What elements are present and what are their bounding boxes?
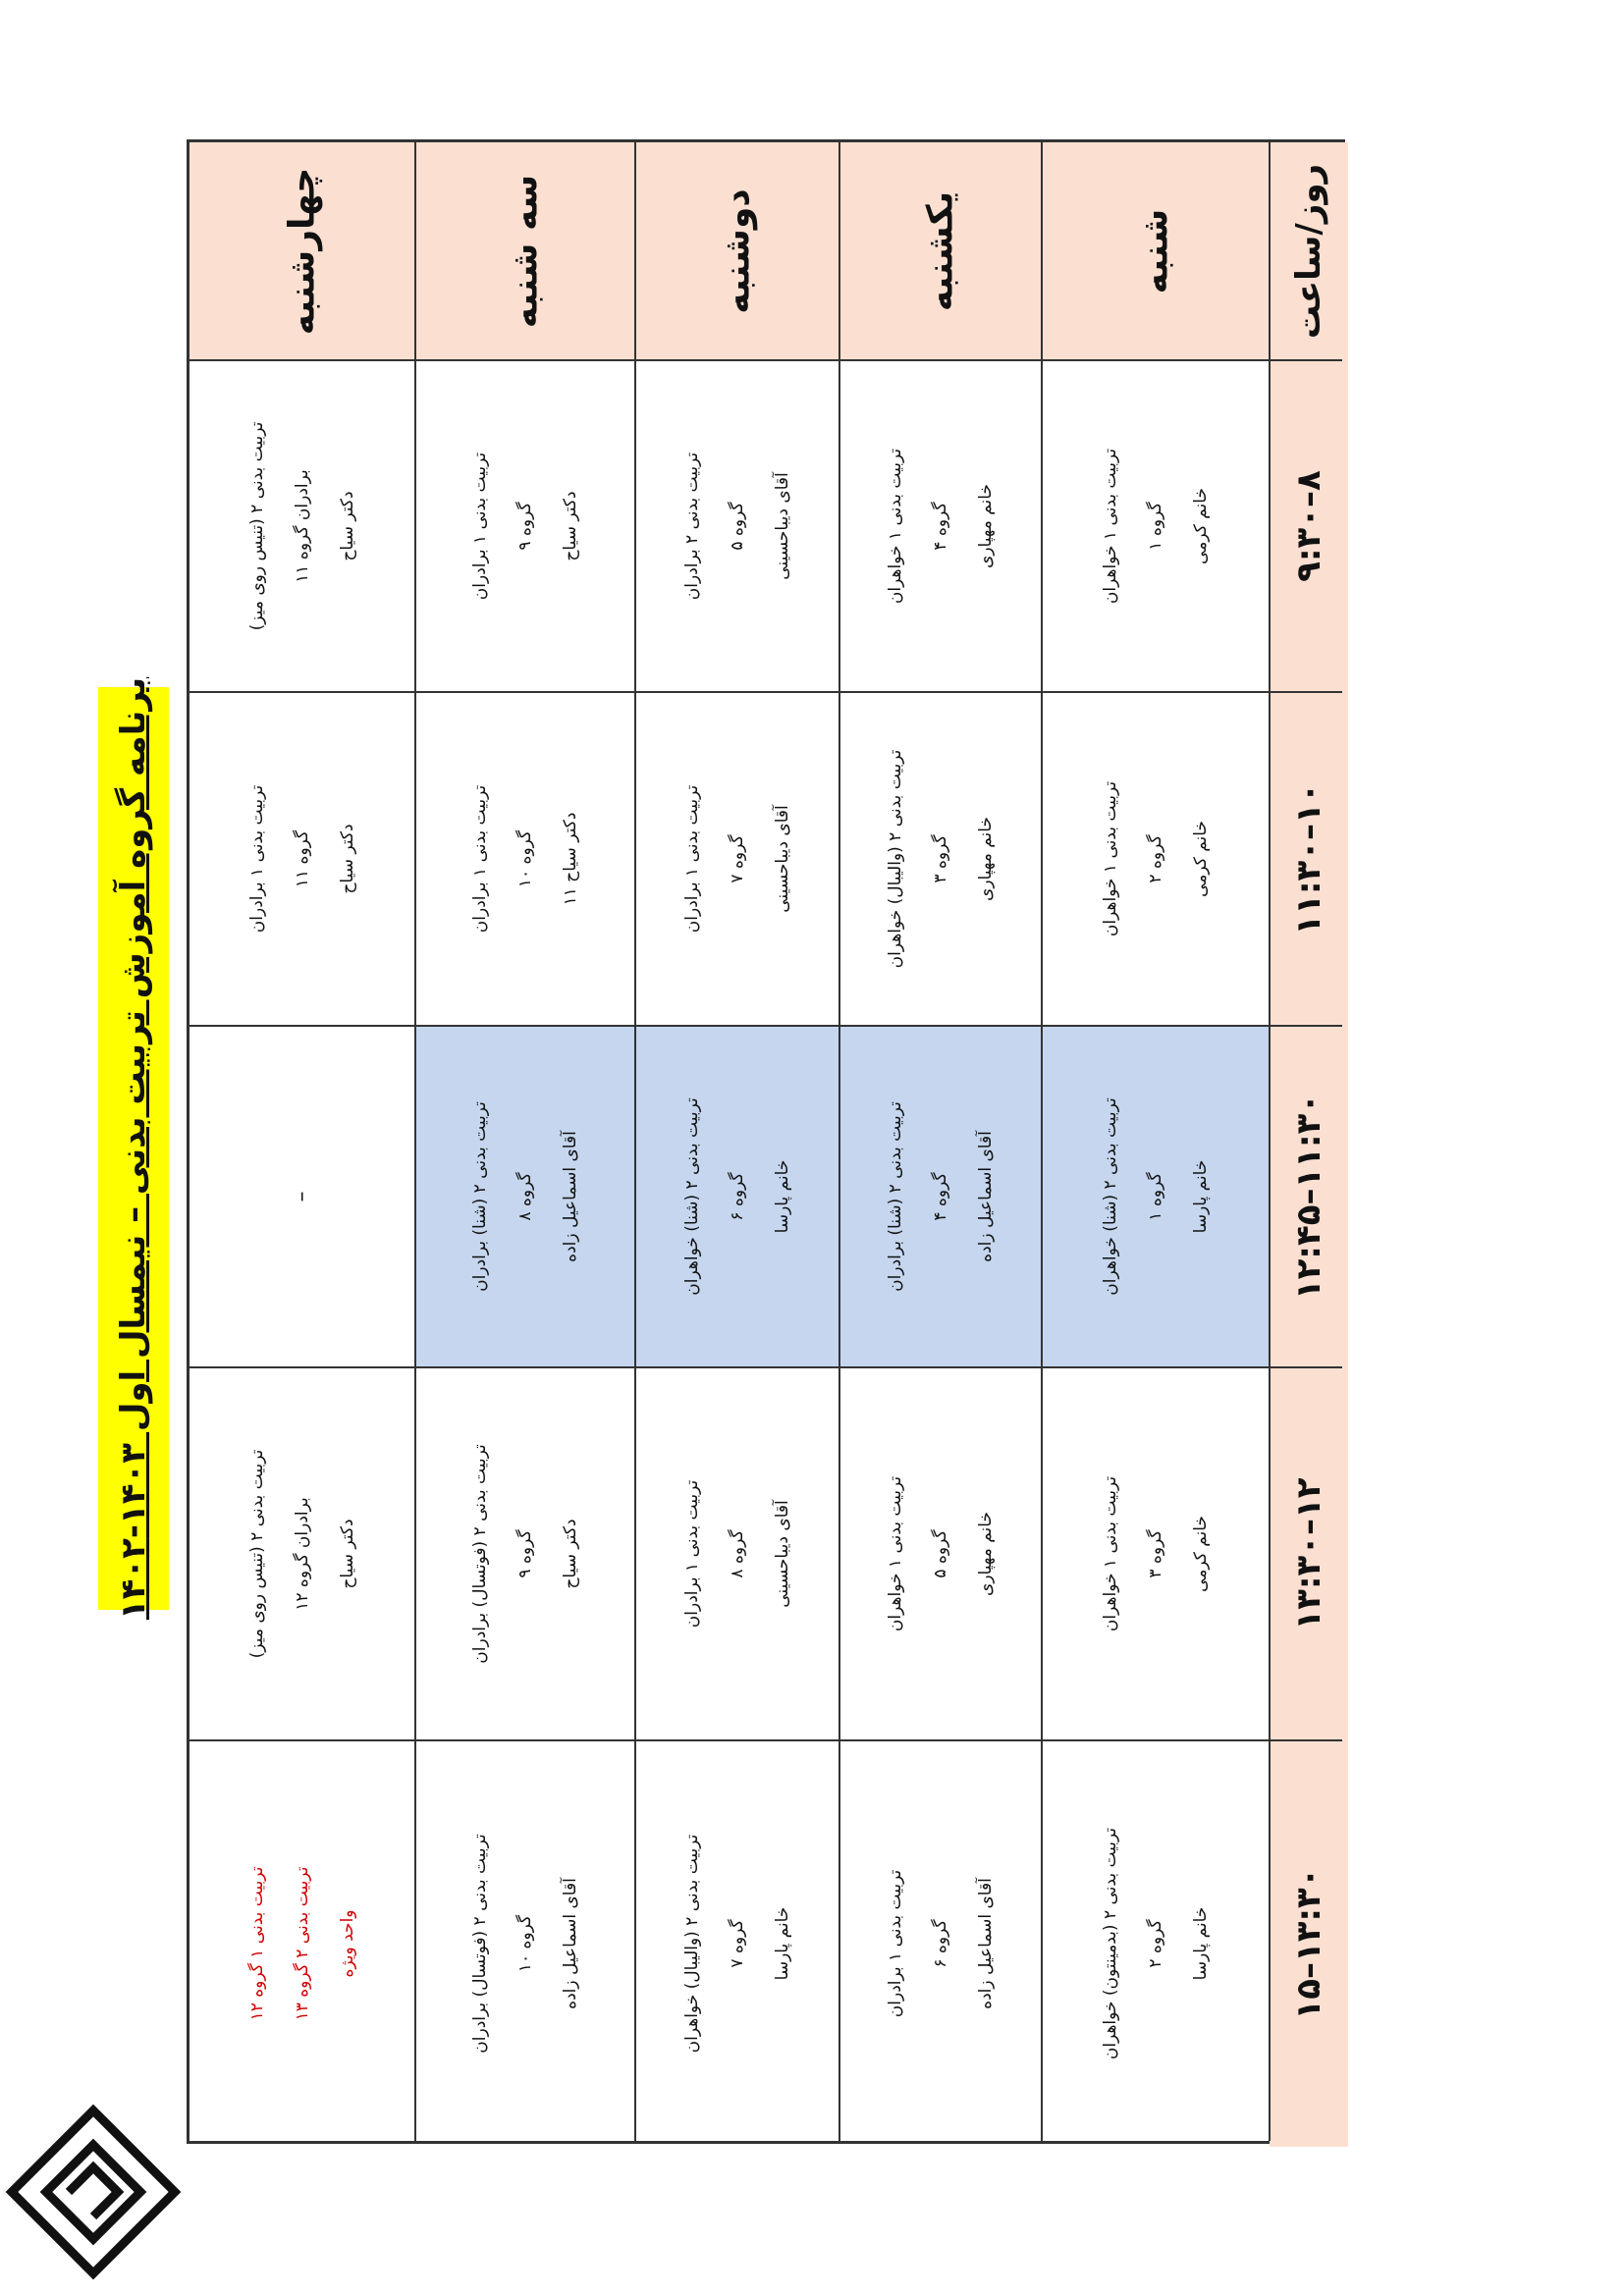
course-name: تربیت بدنی ۲ (فوتسال) برادران [470,1444,490,1664]
course-name: تربیت بدنی ۲ (تنیس روی میز) [247,1449,267,1659]
day-name: دوشنبه [717,188,758,314]
time-slot-header-1 [1270,360,1348,692]
day-header-5 [189,142,415,360]
group-label: گروه ۱ [1146,1172,1165,1221]
course-name: تربیت بدنی ۱ برادران [682,784,702,934]
instructor-name: دکتر سیاح [561,1519,580,1589]
schedule-cell [1042,1367,1270,1740]
group-label: گروه ۲ [1146,1919,1165,1968]
grid-line [1269,142,1271,2141]
instructor-name: خانم کرمی [1191,488,1211,564]
schedule-cell [635,692,839,1026]
course-name: تربیت بدنی ۱ گروه ۱۲ [247,1866,267,2021]
instructor-name: خانم پارسا [773,1159,792,1234]
course-name: تربیت بدنی ۲ برادران [682,452,702,601]
course-name: تربیت بدنی ۲ (بدمینتون) خواهران [1101,1827,1120,2060]
schedule-cell [1042,692,1270,1026]
schedule-cell [635,1740,839,2147]
group-label: گروه ۳ [1146,1529,1165,1578]
schedule-cell [839,1026,1042,1367]
schedule-cell [415,360,635,692]
group-label: برادران گروه ۱۱ [293,469,312,583]
course-name: تربیت بدنی ۲ (شنا) خواهران [682,1097,702,1296]
header-corner-label: روز/ساعت [1289,163,1328,340]
course-name: تربیت بدنی ۲ (شنا) برادران [886,1101,905,1292]
group-label: گروه ۳ [931,834,950,883]
day-name: شنبه [1135,208,1176,294]
instructor-name: خانم پارسا [773,1906,792,1981]
instructor-name: آقای اسماعیل زاده [561,1131,580,1262]
grid-line [189,691,1342,693]
time-slot-header-3 [1270,1026,1348,1367]
instructor-name: واحد ویژه [338,1909,357,1978]
schedule-cell [189,1026,415,1367]
day-header-1 [1042,142,1270,360]
grid-line [839,142,840,2141]
instructor-name: دکتر سیاح [338,1519,357,1589]
schedule-cell [415,1740,635,2147]
course-name: تربیت بدنی ۱ خواهران [1101,448,1120,605]
instructor-name: آقای دیباحسینی [773,805,792,913]
instructor-name: آقای اسماعیل زاده [561,1878,580,2009]
group-label: برادران گروه ۱۲ [293,1497,312,1611]
instructor-name: آقای اسماعیل زاده [976,1131,996,1262]
grid-line [1041,142,1043,2141]
grid-line [189,1025,1342,1027]
schedule-cell [635,1367,839,1740]
group-label: گروه ۴ [931,502,950,551]
schedule-cell [189,692,415,1026]
instructor-name: آقای دیباحسینی [773,1500,792,1608]
schedule-cell [839,692,1042,1026]
group-label: تربیت بدنی ۲ گروه ۱۳ [293,1866,312,2021]
instructor-name: دکتر سیاح [561,491,580,561]
course-name: تربیت بدنی ۲ (والیبال) خواهران [886,749,905,969]
course-name: تربیت بدنی ۱ خواهران [886,448,905,605]
course-name: تربیت بدنی ۱ برادران [470,452,490,601]
group-label: گروه ۱۰ [515,829,535,888]
time-slot-label: ۱۳:۳۰–۱۵ [1289,1867,1328,2020]
group-label: گروه ۹ [515,502,535,551]
schedule-cell [415,1367,635,1740]
instructor-name: خانم مهپاری [976,1512,996,1596]
schedule-cell [189,1740,415,2147]
day-name: چهارشنبه [282,167,323,336]
course-name: تربیت بدنی ۲ (فوتسال) برادران [470,1834,490,2054]
course-name: تربیت بدنی ۱ برادران [682,1479,702,1629]
schedule-cell [1042,1740,1270,2147]
group-label: گروه ۹ [515,1529,535,1578]
group-label: گروه ۷ [728,834,747,883]
university-logo [0,2091,187,2296]
instructor-name: خانم پارسا [1191,1159,1211,1234]
course-name: تربیت بدنی ۱ برادران [470,784,490,934]
schedule-cell [189,360,415,692]
day-header-4 [415,142,635,360]
instructor-name: دکتر سیاح [338,824,357,894]
instructor-name: آقای دیباحسینی [773,472,792,580]
course-name: تربیت بدنی ۲ (والیبال) خواهران [682,1834,702,2054]
grid-line [634,142,636,2141]
day-name: سه شنبه [505,174,546,329]
day-name: یکشنبه [920,190,961,312]
schedule-cell [839,360,1042,692]
course-name: تربیت بدنی ۱ خواهران [1101,1475,1120,1632]
time-slot-label: ۸–۹:۳۰ [1289,470,1328,582]
group-label: گروه ۸ [728,1529,747,1578]
time-slot-header-4 [1270,1367,1348,1740]
instructor-name: خانم کرمی [1191,821,1211,897]
grid-line [414,142,416,2141]
instructor-name: خانم مهپاری [976,484,996,568]
time-slot-header-5 [1270,1740,1348,2147]
instructor-name: دکتر سیاح [338,491,357,561]
course-name: تربیت بدنی ۲ (شنا) برادران [470,1101,490,1292]
schedule-cell [415,692,635,1026]
time-slot-header-2 [1270,692,1348,1026]
course-name: تربیت بدنی ۲ (تنیس روی میز) [247,421,267,631]
group-label: گروه ۸ [515,1172,535,1221]
day-header-2 [839,142,1042,360]
grid-line [189,359,1342,361]
group-label: گروه ۷ [728,1919,747,1968]
schedule-cell [635,360,839,692]
schedule-cell [1042,1026,1270,1367]
schedule-cell [839,1740,1042,2147]
group-label: گروه ۶ [728,1172,747,1221]
course-name: تربیت بدنی ۱ برادران [247,784,267,934]
time-slot-label: ۱۱:۳۰–۱۲:۴۵ [1289,1093,1328,1301]
group-label: گروه ۲ [1146,834,1165,883]
course-name: تربیت بدنی ۱ خواهران [1101,780,1120,937]
schedule-table [187,139,1345,2144]
course-name: تربیت بدنی ۱ برادران [886,1869,905,2018]
instructor-name: خانم کرمی [1191,1516,1211,1592]
course-name: تربیت بدنی ۱ خواهران [886,1475,905,1632]
course-name: تربیت بدنی ۲ (شنا) خواهران [1101,1097,1120,1296]
grid-line [189,1366,1342,1368]
group-label: گروه ۴ [931,1172,950,1221]
schedule-cell [415,1026,635,1367]
group-label: گروه ۵ [931,1529,950,1578]
schedule-cell [1042,360,1270,692]
instructor-name: دکتر سیاح ۱۱ [561,812,580,906]
time-slot-label: ۱۰–۱۱:۳۰ [1289,782,1328,935]
instructor-name: خانم پارسا [1191,1906,1211,1981]
group-label: گروه ۱۰ [515,1914,535,1973]
schedule-cell [839,1367,1042,1740]
group-label: گروه ۵ [728,502,747,551]
day-header-3 [635,142,839,360]
course-name: – [290,1191,314,1202]
page-title: برنامه گروه آموزش تربیت بدنی – نیمسال اول ۱۴۰۳-۱۴۰۲ [114,676,153,1621]
group-label: گروه ۱ [1146,502,1165,551]
instructor-name: آقای اسماعیل زاده [976,1878,996,2009]
group-label: گروه ۶ [931,1919,950,1968]
schedule-cell [635,1026,839,1367]
grid-line [189,1739,1342,1741]
schedule-cell [189,1367,415,1740]
group-label: گروه ۱۱ [293,829,312,888]
time-slot-label: ۱۲–۱۳:۳۰ [1289,1477,1328,1630]
instructor-name: خانم مهپاری [976,817,996,901]
header-corner [1270,142,1348,360]
